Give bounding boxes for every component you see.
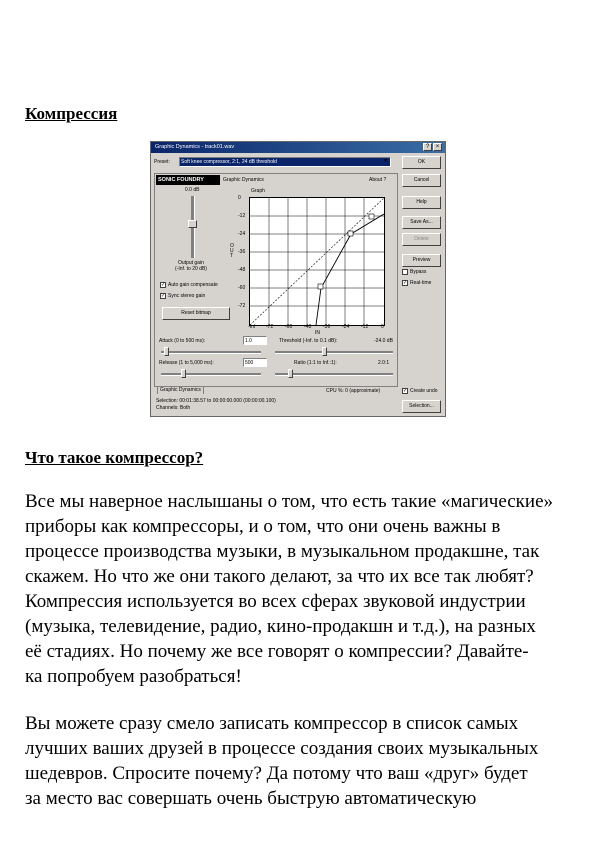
help-button[interactable]: Help [402,196,441,209]
ok-button[interactable]: OK [402,156,441,169]
auto-gain-checkbox[interactable]: ✓ [161,282,166,288]
graph-x-tick: -36 [323,324,331,330]
graph-x-tick: -72 [266,324,274,330]
bypass-label: Bypass [410,269,427,275]
graph-y-tick: -48 [238,267,246,273]
release-input[interactable]: 500 [243,358,267,367]
attack-track [161,351,261,354]
graph-y-tick: 0 [238,195,241,201]
auto-gain-label: Auto gain compensate [168,282,218,288]
preset-value: Soft knee compressor, 2:1, 24 dB threshold [181,159,277,165]
graph-x-tick: -Inf [248,324,256,330]
save-as-button[interactable]: Save As... [402,216,441,229]
create-undo-label: Create undo [410,388,438,394]
preview-button[interactable]: Preview [402,254,441,267]
graph-x-axis-label: IN [315,330,320,336]
graph-y-axis-label: O U T [230,243,234,259]
sync-stereo-label: Sync stereo gain [168,293,206,299]
graph-y-tick: -24 [238,231,246,237]
text-line: её стадиях. Но почему же все говорят о компрессии? Давайте- [25,641,529,662]
output-gain-range: (-Inf. to 20 dB) [175,266,207,272]
attack-label: Attack (0 to 500 ms): [159,338,206,344]
plugin-name: Graphic Dynamics [223,177,264,183]
output-gain-label: Output gain [178,260,204,266]
cancel-button[interactable]: Cancel [402,174,441,187]
graph-y-tick: -60 [238,285,246,291]
graph-y-tick: -12 [238,213,246,219]
graph-label: Graph [251,188,265,194]
graph-x-tick: 0 [381,324,384,330]
text-line: приборы как компрессоры, и о том, что они очень важны в [25,516,501,537]
text-line: Компрессия используется во всех сферах звуковой индустрии [25,591,526,612]
preset-label: Preset: [154,159,170,165]
dialog-title: Graphic Dynamics - track01.wav [155,144,235,150]
real-time-label: Real-time [410,280,432,286]
release-slider[interactable] [181,369,186,378]
text-line: процессе производства музыки, в музыкальном продакшне, так [25,541,540,562]
graph-x-tick: -24 [342,324,350,330]
reset-bitmap-button[interactable]: Reset bitmap [162,307,230,320]
threshold-slider[interactable] [322,347,327,356]
real-time-checkbox[interactable]: ✓ [403,280,408,286]
tab-graphic-dynamics[interactable]: Graphic Dynamics [157,386,204,394]
paragraph-intro [25,489,585,689]
release-label: Release (1 to 5,000 ms): [159,360,214,366]
attack-slider[interactable] [164,347,169,356]
close-icon[interactable]: × [433,143,442,151]
bypass-checkbox[interactable] [402,269,408,275]
cpu-label: CPU %: 0 (approximate) [326,388,381,394]
graph-x-tick: -48 [304,324,312,330]
help-icon[interactable]: ? [423,143,432,151]
brand-logo [156,175,220,185]
channels-info: Channels: Both [156,405,191,411]
text-line: шедевров. Спросите почему? Да потому что ваш «друг» будет [25,763,528,784]
graph-x-tick: -60 [285,324,293,330]
threshold-label: Threshold (-Inf. to 0.1 dB): [279,338,338,344]
ratio-value: 2.0:1 [378,360,390,366]
output-gain-slider[interactable] [188,220,197,228]
selection-info: Selection: 00:01:38.57 to 00:00:00.000 (00:00:00.100) [156,398,276,404]
text-line: за место вас совершать очень быструю автоматическую [25,788,477,809]
selection-button[interactable]: Selection... [402,400,441,413]
graph-y-tick: -72 [238,303,246,309]
about-button[interactable]: About ? [369,177,387,183]
paragraph-friend [25,711,585,811]
graph-y-tick: -36 [238,249,246,255]
ratio-label: Ratio (1:1 to Inf.:1): [294,360,337,366]
text-line: ка попробуем разобраться! [25,666,242,687]
text-line: лучших ваших друзей в процессе создания своих музыкальных [25,738,539,759]
brand-label: SONIC FOUNDRY [158,177,204,183]
dialog-titlebar [151,142,445,153]
release-track [161,373,261,376]
text-line: Вы можете сразу смело записать компрессор в список самых [25,713,519,734]
chevron-down-icon[interactable]: ▾ [384,158,388,164]
text-line: Все мы наверное наслышаны о том, что есть такие «магические» [25,491,554,512]
preset-select[interactable] [179,157,391,167]
page-heading: Компрессия [25,104,118,123]
graph-x-tick: -12 [361,324,369,330]
section-heading: Что такое компрессор? [25,448,204,467]
delete-button[interactable]: Delete [402,233,441,246]
create-undo-checkbox[interactable]: ✓ [403,388,408,394]
text-line: скажем. Но что же они такого делают, за что их все так любят? [25,566,534,587]
threshold-value: -24.0 dB [374,338,393,344]
ratio-slider[interactable] [288,369,293,378]
sync-stereo-checkbox[interactable]: ✓ [161,293,166,299]
attack-input[interactable]: 1.0 [243,336,267,345]
threshold-track [275,351,393,354]
text-line: (музыка, телевидение, радио, кино-продакшн и т.д.), на разных [25,616,536,637]
dialog-screenshot [150,141,446,417]
output-gain-value: 0.0 dB [185,187,200,193]
compression-graph[interactable] [249,197,385,326]
